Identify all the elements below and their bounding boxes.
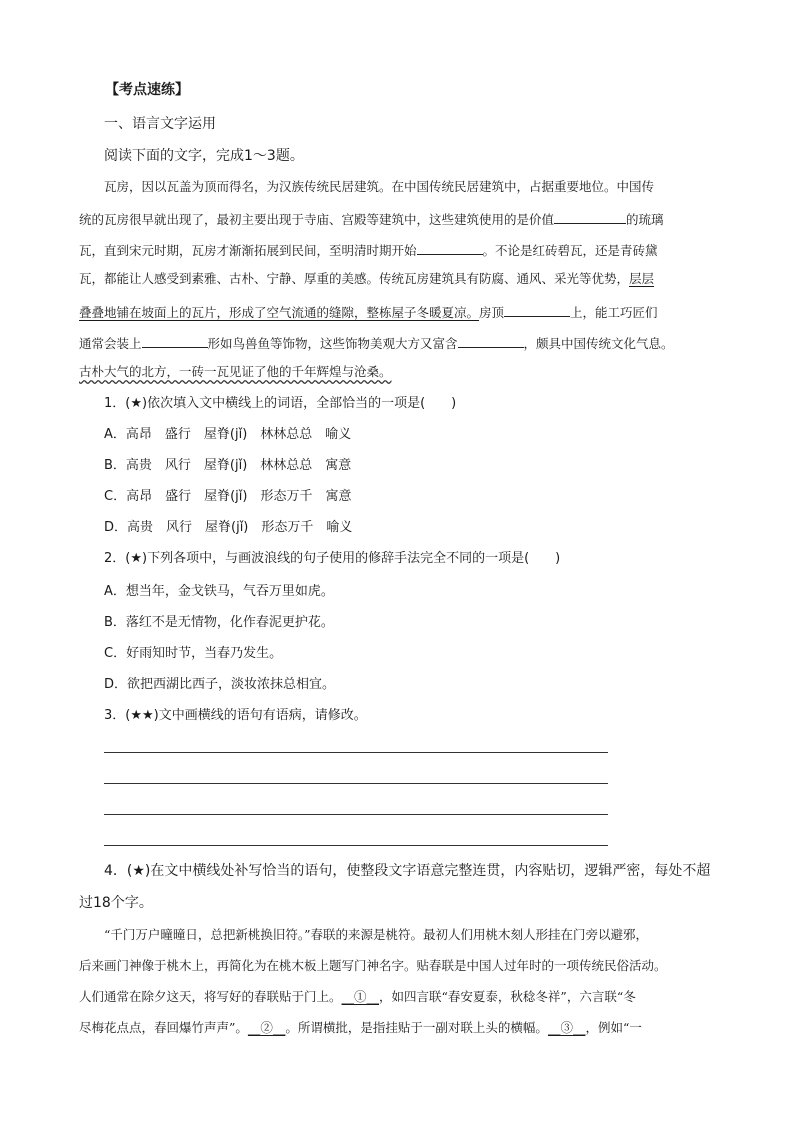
option-d[interactable]: D．高贵 风行 屋脊(jǐ) 形态万千 喻义 (104, 520, 353, 535)
fill-blank[interactable] (504, 304, 570, 317)
question-stem: 4．(★)在文中横线处补写恰当的语句，使整段文字语意完整连贯，内容贴切，逻辑严密，每处不超 (104, 863, 711, 879)
numbered-blank-1[interactable]: __①__ (341, 989, 380, 1004)
instruction: 阅读下面的文字，完成1～3题。 (104, 148, 304, 164)
option-c[interactable]: C．高昂 盛行 屋脊(jǐ) 形态万千 寓意 (104, 489, 352, 504)
passage-line-4 (79, 1022, 642, 1035)
numbered-blank-3[interactable]: __③__ (547, 1020, 586, 1035)
passage-text: 。不论是红砖碧瓦，还是青砖黛 (482, 243, 658, 258)
fill-blank[interactable] (142, 335, 208, 348)
passage-line-6 (79, 335, 674, 351)
passage-text: 尽梅花点点，春回爆竹声声”。 (79, 1020, 248, 1035)
underlined-sentence: 叠叠地铺在坡面上的瓦片，形成了空气流通的缝隙，整栋屋子冬暖夏凉。 (79, 305, 480, 320)
question-stem: 3．(★★)文中画横线的语句有语病，请修改。 (104, 708, 367, 723)
passage-text: ，例如“一 (585, 1020, 642, 1035)
passage-text: 上，能工巧匠们 (570, 305, 658, 320)
option-a[interactable]: A．想当年，金戈铁马，气吞万里如虎。 (104, 584, 334, 599)
section-title: 【考点速练】 (105, 82, 189, 98)
passage-text: 通常会装上 (79, 336, 142, 351)
option-d[interactable]: D．欲把西湖比西子，淡妆浓抹总相宜。 (104, 677, 336, 692)
option-b[interactable]: B．落红不是无情物，化作春泥更护花。 (104, 615, 334, 630)
passage-text: 形如鸟兽鱼等饰物，这些饰物美观大方又富含 (207, 336, 458, 351)
passage-text: 房顶 (479, 305, 505, 320)
passage-line-2: 后来画门神像于桃木上，再简化为在桃木板上题写门神名字。贴春联是中国人过年时的一项传统民俗活动。 (79, 958, 667, 973)
passage-line-4 (79, 273, 654, 286)
passage-text: 瓦，都能让人感受到素雅、古朴、宁静、厚重的美感。传统瓦房建筑具有防腐、通风、采光等优势， (79, 271, 630, 286)
answer-line[interactable] (104, 845, 608, 846)
passage-text: 瓦，直到宋元时期，瓦房才渐渐拓展到民间，至明清时期开始 (79, 243, 417, 258)
option-a[interactable]: A．高昂 盛行 屋脊(jǐ) 林林总总 喻义 (104, 427, 352, 442)
answer-line[interactable] (104, 783, 608, 784)
passage-text: 的琉璃 (626, 212, 664, 227)
fill-blank[interactable] (554, 211, 626, 224)
underlined-sentence: 层层 (629, 271, 655, 286)
passage-text: 人们通常在除夕这天，将写好的春联贴于门上。 (79, 989, 342, 1004)
question-stem: 2．(★)下列各项中，与画波浪线的句子使用的修辞手法完全不同的一项是( ) (104, 551, 561, 566)
passage-line-1: “千门万户曈曈日，总把新桃换旧符。”春联的来源是桃符。最初人们用桃木刻人形挂在门旁以避邪， (104, 927, 649, 942)
passage-line-5 (79, 304, 658, 320)
passage-line-7 (79, 366, 392, 379)
fill-blank[interactable] (458, 335, 524, 348)
blank-number: ② (260, 1020, 273, 1035)
part-heading: 一、语言文字运用 (104, 116, 216, 132)
answer-line[interactable] (104, 752, 608, 753)
blank-number: ① (354, 989, 367, 1004)
passage-text: 统的瓦房很早就出现了，最初主要出现于寺庙、宫殿等建筑中，这些建筑使用的是价值 (79, 212, 555, 227)
passage-line-2 (79, 211, 664, 227)
option-b[interactable]: B．高贵 风行 屋脊(jǐ) 林林总总 寓意 (104, 458, 352, 473)
passage-text: 。所谓横批，是指挂贴于一副对联上头的横幅。 (285, 1020, 548, 1035)
passage-text: ，如四言联“春安夏泰，秋稔冬祥”，六言联“冬 (379, 989, 636, 1004)
passage-line-1: 瓦房，因以瓦盖为顶而得名，为汉族传统民居建筑。在中国传统民居建筑中，占据重要地位。中国传 (104, 179, 655, 194)
wavy-underlined-sentence: 古朴大气的北方，一砖一瓦见证了他的千年辉煌与沧桑。 (79, 364, 392, 379)
blank-number: ③ (560, 1020, 573, 1035)
passage-text: ，颇具中国传统文化气息。 (523, 336, 674, 351)
question-stem: 1．(★)依次填入文中横线上的词语，全部恰当的一项是( ) (104, 396, 457, 411)
question-stem-cont: 过18个字。 (79, 895, 153, 911)
answer-line[interactable] (104, 814, 608, 815)
passage-line-3 (79, 242, 658, 258)
numbered-blank-2[interactable]: __②__ (247, 1020, 286, 1035)
fill-blank[interactable] (417, 242, 483, 255)
passage-line-3 (79, 991, 636, 1004)
option-c[interactable]: C．好雨知时节，当春乃发生。 (104, 646, 283, 661)
